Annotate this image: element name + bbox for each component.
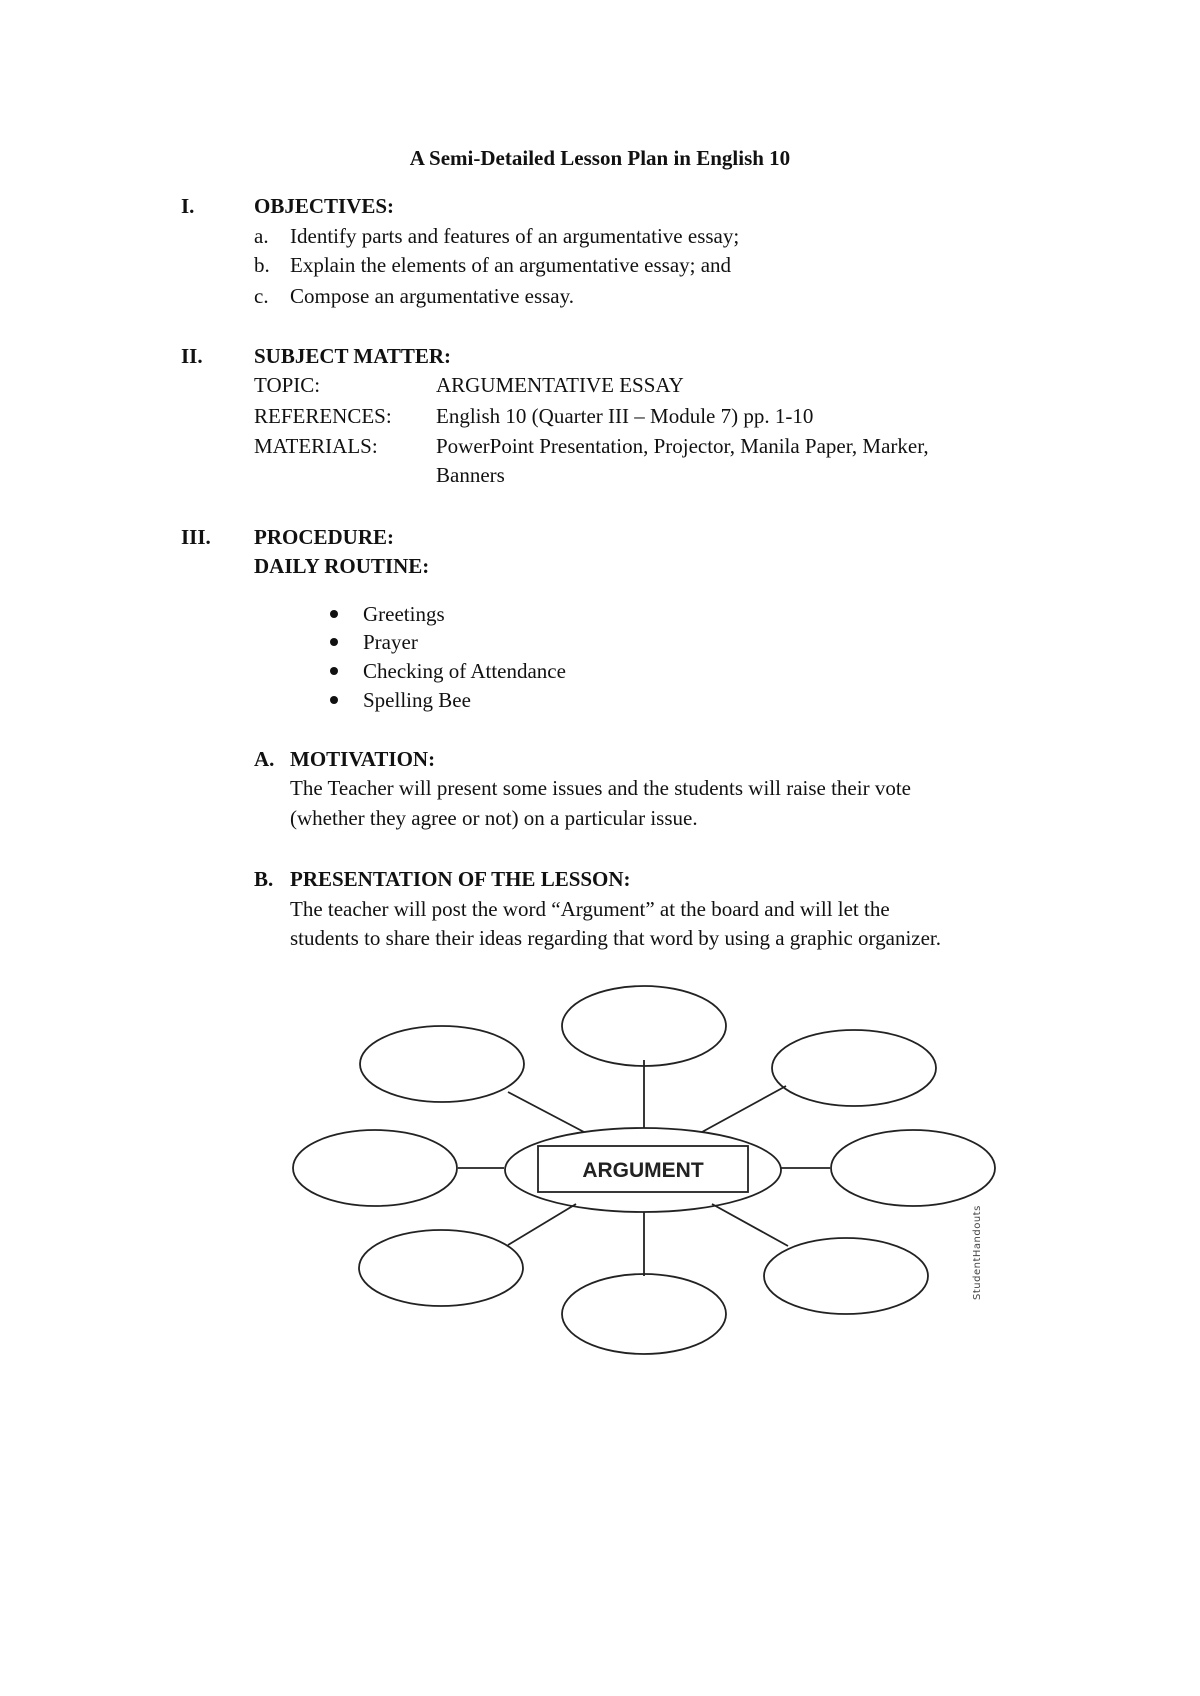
presentation-heading: PRESENTATION OF THE LESSON: (290, 867, 631, 891)
routine-item: Checking of Attendance (363, 659, 566, 683)
motivation-heading: MOTIVATION: (290, 747, 436, 771)
watermark: StudentHandouts (972, 1205, 983, 1300)
idea-bubble (359, 1230, 523, 1306)
objective-letter: a. (254, 224, 269, 248)
connector-line (702, 1086, 786, 1132)
materials-value-continued: Banners (436, 463, 505, 487)
objective-letter: c. (254, 284, 269, 308)
motivation-letter: A. (254, 747, 275, 771)
routine-item: Spelling Bee (363, 688, 471, 712)
objective-item: Compose an argumentative essay. (290, 284, 575, 308)
motivation-text: The Teacher will present some issues and the students will raise their vote (290, 776, 911, 800)
subject-matter-heading: SUBJECT MATTER: (254, 344, 452, 368)
daily-routine-heading: DAILY ROUTINE: (254, 554, 430, 578)
subject-matter-numeral: II. (181, 344, 203, 368)
idea-bubble (293, 1130, 457, 1206)
procedure-numeral: III. (181, 525, 211, 549)
objective-letter: b. (254, 253, 270, 277)
objective-item: Explain the elements of an argumentative essay; and (290, 253, 732, 277)
idea-bubble (831, 1130, 995, 1206)
center-label: ARGUMENT (582, 1159, 704, 1182)
connector-line (508, 1092, 584, 1132)
references-label: REFERENCES: (254, 404, 392, 428)
idea-bubble (764, 1238, 928, 1314)
document-title: A Semi-Detailed Lesson Plan in English 10 (409, 146, 791, 170)
idea-bubble (562, 1274, 726, 1354)
topic-label: TOPIC: (254, 373, 321, 397)
connector-line (508, 1204, 576, 1245)
routine-item: Greetings (363, 602, 445, 626)
idea-bubble (562, 986, 726, 1066)
idea-bubble (772, 1030, 936, 1106)
connector-line (712, 1204, 788, 1246)
presentation-letter: B. (254, 867, 274, 891)
objectives-heading: OBJECTIVES: (254, 194, 395, 218)
materials-label: MATERIALS: (254, 434, 378, 458)
procedure-heading: PROCEDURE: (254, 525, 394, 549)
references-value: English 10 (Quarter III – Module 7) pp. 1-10 (436, 404, 814, 428)
idea-bubble (360, 1026, 524, 1102)
objective-item: Identify parts and features of an argumentative essay; (290, 224, 740, 248)
presentation-text: The teacher will post the word “Argument” at the board and will let the (290, 897, 890, 921)
motivation-text: (whether they agree or not) on a particular issue. (290, 806, 698, 830)
routine-item: Prayer (363, 630, 418, 654)
objectives-numeral: I. (181, 194, 195, 218)
materials-value: PowerPoint Presentation, Projector, Manila Paper, Marker, (436, 434, 929, 458)
topic-value: ARGUMENTATIVE ESSAY (436, 373, 684, 397)
presentation-text: students to share their ideas regarding that word by using a graphic organizer. (290, 926, 942, 950)
